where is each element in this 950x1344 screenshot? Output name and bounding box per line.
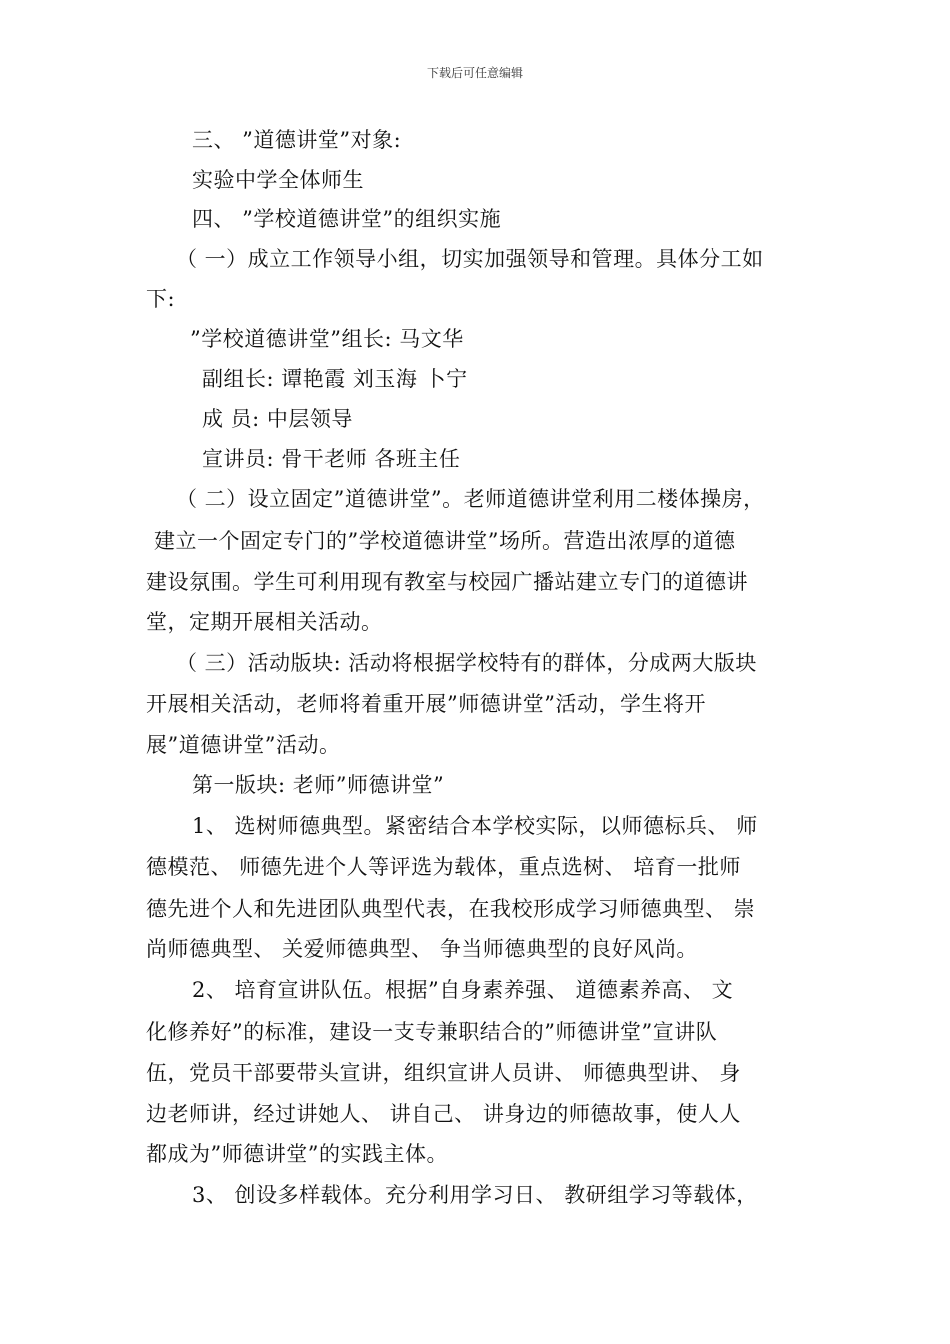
paragraph-line: 实验中学全体师生 bbox=[192, 168, 364, 192]
deputy-leader-line: 副组长: 谭艳霞 刘玉海 卜宁 bbox=[202, 367, 468, 391]
section-heading-3: 三、 ”道德讲堂”对象: bbox=[192, 128, 402, 152]
paragraph-line: （ 一）成立工作领导小组，切实加强领导和管理。具体分工如 bbox=[176, 247, 764, 271]
paragraph-line: 都成为”师德讲堂”的实践主体。 bbox=[146, 1142, 448, 1166]
page-header-note: 下载后可任意编辑 bbox=[426, 66, 523, 80]
paragraph-line: 德先进个人和先进团队典型代表，在我校形成学习师德典型、 崇 bbox=[146, 897, 756, 921]
paragraph-line: 建设氛围。学生可利用现有教室与校园广播站建立专门的道德讲 bbox=[146, 570, 748, 594]
paragraph-line: 展”道德讲堂”活动。 bbox=[146, 733, 341, 757]
paragraph-line: 德模范、 师德先进个人等评选为载体，重点选树、 培育一批师 bbox=[146, 855, 741, 879]
lecturers-line: 宣讲员: 骨干老师 各班主任 bbox=[202, 447, 461, 471]
paragraph-line: 3、 创设多样载体。充分利用学习日、 教研组学习等载体， bbox=[192, 1183, 758, 1207]
paragraph-line: （ 三）活动版块: 活动将根据学校特有的群体，分成两大版块 bbox=[176, 651, 757, 675]
paragraph-line: （ 二）设立固定”道德讲堂”。老师道德讲堂利用二楼体操房， bbox=[176, 487, 765, 511]
paragraph-line: 下: bbox=[146, 287, 176, 311]
paragraph-line: 尚师德典型、 关爱师德典型、 争当师德典型的良好风尚。 bbox=[146, 937, 698, 961]
members-line: 成 员: 中层领导 bbox=[202, 407, 353, 431]
paragraph-line: 伍，党员干部要带头宣讲，组织宣讲人员讲、 师德典型讲、 身 bbox=[146, 1061, 741, 1085]
paragraph-line: 2、 培育宣讲队伍。根据”自身素养强、 道德素养高、 文 bbox=[192, 978, 734, 1002]
paragraph-line: 堂，定期开展相关活动。 bbox=[146, 610, 383, 634]
paragraph-line: 开展相关活动，老师将着重开展”师德讲堂”活动，学生将开 bbox=[146, 692, 706, 716]
paragraph-line: 建立一个固定专门的”学校道德讲堂”场所。营造出浓厚的道德 bbox=[154, 529, 736, 553]
paragraph-line: 边老师讲，经过讲她人、 讲自己、 讲身边的师德故事，使人人 bbox=[146, 1102, 741, 1126]
paragraph-line: 1、 选树师德典型。紧密结合本学校实际，以师德标兵、 师 bbox=[192, 814, 758, 838]
section-heading-4: 四、 ”学校道德讲堂”的组织实施 bbox=[192, 207, 502, 231]
subsection-heading: 第一版块: 老师”师德讲堂” bbox=[192, 773, 445, 797]
leader-line: ”学校道德讲堂”组长: 马文华 bbox=[190, 327, 464, 351]
paragraph-line: 化修养好”的标准，建设一支专兼职结合的”师德讲堂”宣讲队 bbox=[146, 1020, 718, 1044]
